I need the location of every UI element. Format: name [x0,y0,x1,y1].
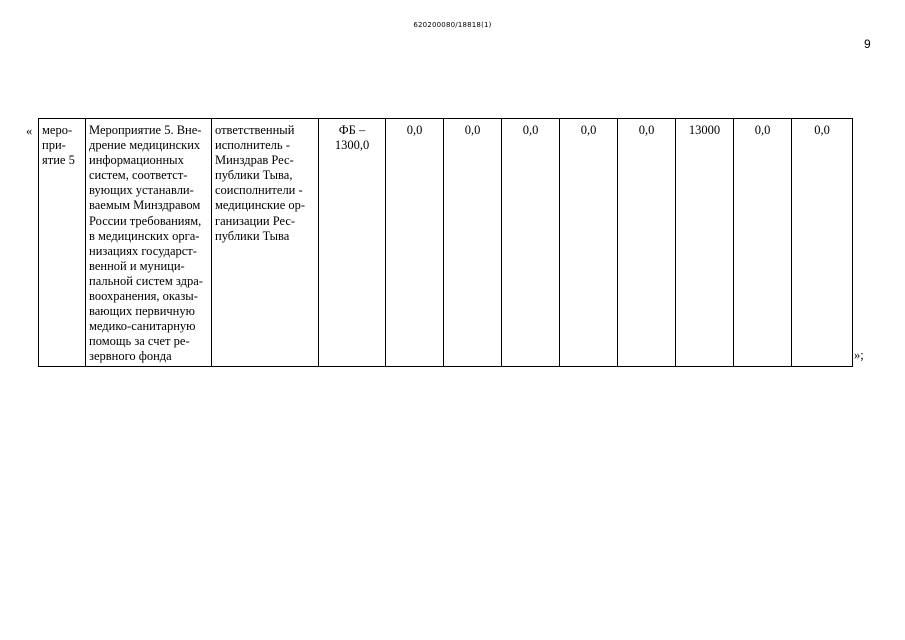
value-cell: 0,0 [444,119,502,367]
opening-quote: « [26,124,33,138]
value-cell: 0,0 [502,119,560,367]
closing-quote: »; [854,348,864,362]
document-id: 620200080/18818(1) [413,21,492,29]
value-cell: 0,0 [792,119,853,367]
program-activity-table [38,118,853,367]
activity-name-cell: Мероприятие 5. Вне- дрение медицинских информационных систем, соответст- вующих устанавли- ваемым Минздравом России требованиям, в медицинских орга- низациях государст- венной и муници- пальной систем здра- воохранения, оказы- вающих первичную медико-санитарную помощь за счет ре- зервного фонда [86,119,212,367]
value-cell: 13000 [676,119,734,367]
table-row [39,119,853,367]
executor-cell: ответственный исполнитель - Минздрав Рес- публики Тыва, соисполнители - медицинские ор- ганизации Рес- публики Тыва [212,119,319,367]
funding-source-cell: ФБ – 1300,0 [319,119,386,367]
page-number: 9 [864,37,871,51]
activity-code-cell: меро- при- ятие 5 [39,119,86,367]
value-cell: 0,0 [734,119,792,367]
value-cell: 0,0 [618,119,676,367]
value-cell: 0,0 [386,119,444,367]
value-cell: 0,0 [560,119,618,367]
